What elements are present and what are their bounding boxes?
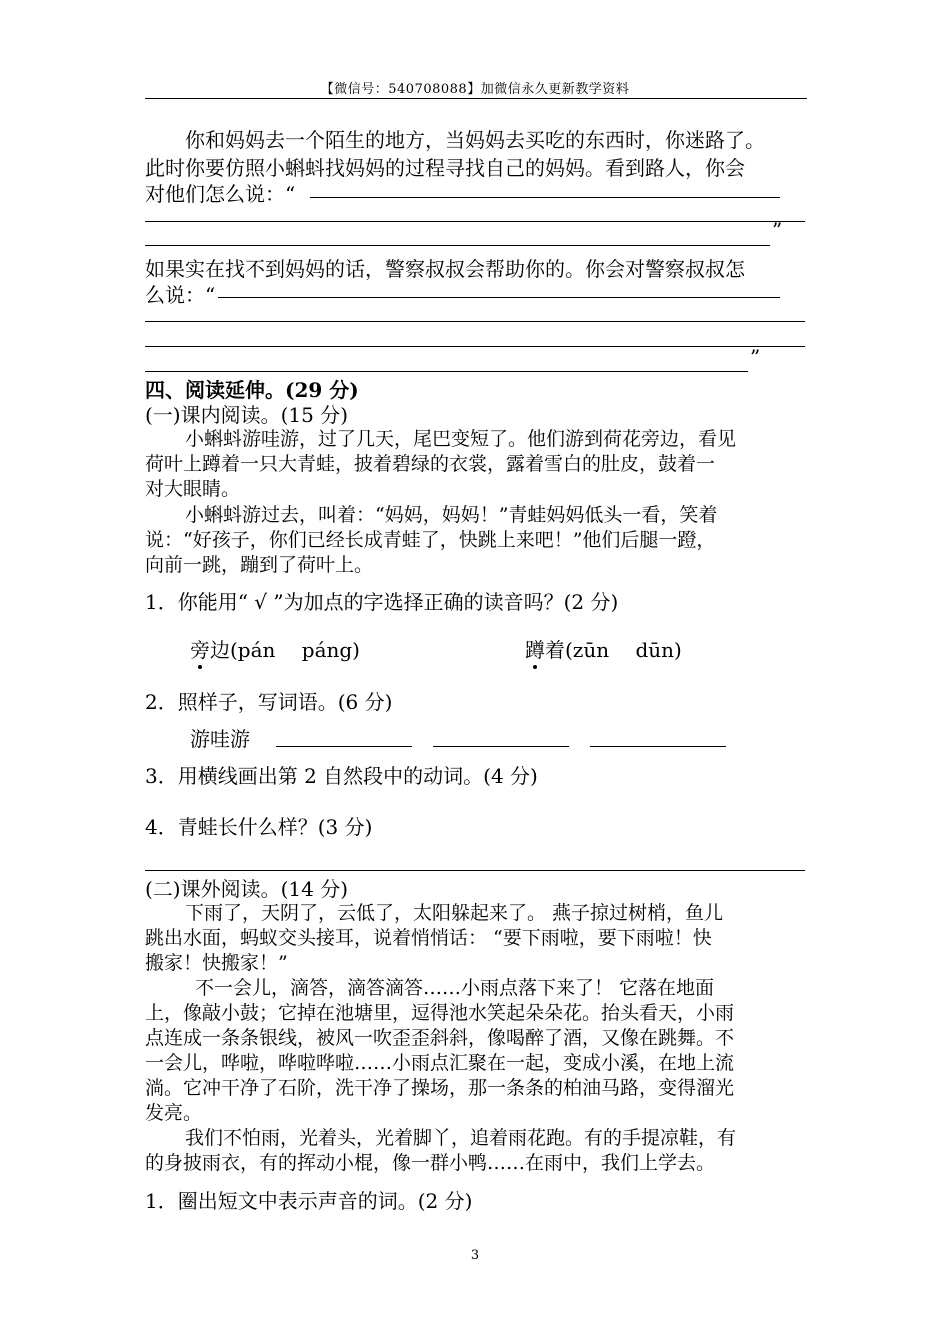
part2-question-1: 1．圈出短文中表示声音的词。(2 分) (145, 1189, 473, 1213)
section-4-title: 四、阅读延伸。(29 分) (145, 378, 359, 402)
passage2-line-6: 点连成一条条银线，被风一吹歪歪斜斜，像喝醉了酒，又像在跳舞。不 (145, 1027, 735, 1049)
close-quote-1: ” (772, 218, 783, 242)
passage2-line-2: 跳出水面，蚂蚁交头接耳，说着悄悄话： “要下雨啦，要下雨啦！快 (145, 927, 712, 949)
answer-blank-1a[interactable] (310, 197, 780, 198)
question-4: 4．青蛙长什么样？(3 分) (145, 815, 373, 839)
pinyin-choice-1[interactable] (190, 634, 360, 663)
part-1-title: (一)课内阅读。(15 分) (145, 403, 349, 427)
answer-blank-1b[interactable] (145, 221, 805, 222)
answer-blank-1c[interactable] (145, 245, 770, 246)
close-quote-2: ” (750, 345, 761, 369)
question-1: 1．你能用“ √ ”为加点的字选择正确的读音吗？(2 分) (145, 590, 619, 614)
prompt-line-4: 如果实在找不到妈妈的话，警察叔叔会帮助你的。你会对警察叔叔怎 (145, 257, 745, 281)
word-example: 游哇游 (190, 727, 250, 751)
passage1-line-1: 小蝌蚪游哇游，过了几天，尾巴变短了。他们游到荷花旁边，看见 (185, 428, 737, 450)
passage2-line-7: 一会儿，哗啦，哗啦哗啦……小雨点汇聚在一起，变成小溪，在地上流 (145, 1052, 735, 1074)
passage2-line-11: 的身披雨衣，有的挥动小棍，像一群小鸭……在雨中，我们上学去。 (145, 1152, 716, 1174)
page-header: 【微信号：540708088】加微信永久更新教学资料 (320, 82, 630, 97)
prompt-line-3: 对他们怎么说：“ (145, 182, 296, 206)
passage2-line-8: 淌。它冲干净了石阶，洗干净了操场，那一条条的柏油马路，变得溜光 (145, 1077, 735, 1099)
question-3: 3．用横线画出第 2 自然段中的动词。(4 分) (145, 764, 538, 788)
prompt-line-1: 你和妈妈去一个陌生的地方，当妈妈去买吃的东西时，你迷路了。 (185, 128, 765, 152)
passage2-line-10: 我们不怕雨，光着头，光着脚丫，追着雨花跑。有的手提凉鞋，有 (185, 1127, 737, 1149)
prompt-line-5: 么说：“ (145, 283, 216, 307)
word-blank-1[interactable] (276, 746, 412, 747)
passage1-line-5: 说：“好孩子，你们已经长成青蛙了，快跳上来吧！”他们后腿一蹬， (145, 529, 716, 551)
question-2: 2．照样子，写词语。(6 分) (145, 690, 393, 714)
dotted-char-1: 旁 (190, 634, 210, 663)
answer-blank-2b[interactable] (145, 321, 805, 322)
word-blank-3[interactable] (590, 746, 726, 747)
passage1-line-2: 荷叶上蹲着一只大青蛙，披着碧绿的衣裳，露着雪白的肚皮，鼓着一 (145, 453, 716, 475)
passage1-line-3: 对大眼睛。 (145, 478, 241, 500)
prompt-line-2: 此时你要仿照小蝌蚪找妈妈的过程寻找自己的妈妈。看到路人，你会 (145, 156, 745, 180)
passage2-line-3: 搬家！快搬家！” (145, 952, 288, 974)
passage2-line-1: 下雨了，天阴了，云低了，太阳躲起来了。 燕子掠过树梢，鱼儿 (185, 902, 724, 924)
answer-blank-2d[interactable] (145, 371, 748, 372)
answer-blank-2c[interactable] (145, 346, 805, 347)
pinyin-choice-2[interactable] (525, 634, 682, 663)
passage2-line-4: 不一会儿，滴答，滴答滴答……小雨点落下来了！ 它落在地面 (195, 977, 715, 999)
passage2-line-9: 发亮。 (145, 1102, 203, 1124)
page-number: 3 (470, 1248, 480, 1263)
dotted-char-2: 蹲 (525, 634, 545, 663)
header-divider (145, 98, 807, 99)
answer-blank-2a[interactable] (218, 297, 780, 298)
passage1-line-4: 小蝌蚪游过去，叫着：“妈妈，妈妈！”青蛙妈妈低头一看，笑着 (185, 504, 718, 526)
passage1-line-6: 向前一跳，蹦到了荷叶上。 (145, 554, 374, 576)
pinyin-options-1: 边(pán páng) (210, 638, 360, 662)
passage2-line-5: 上，像敲小鼓；它掉在池塘里，逗得池水笑起朵朵花。抬头看天，小雨 (145, 1002, 735, 1024)
word-blank-2[interactable] (433, 746, 569, 747)
part-2-title: (二)课外阅读。(14 分) (145, 877, 349, 901)
answer-blank-q4[interactable] (145, 870, 805, 871)
pinyin-options-2: 着(zūn dūn) (545, 638, 682, 662)
